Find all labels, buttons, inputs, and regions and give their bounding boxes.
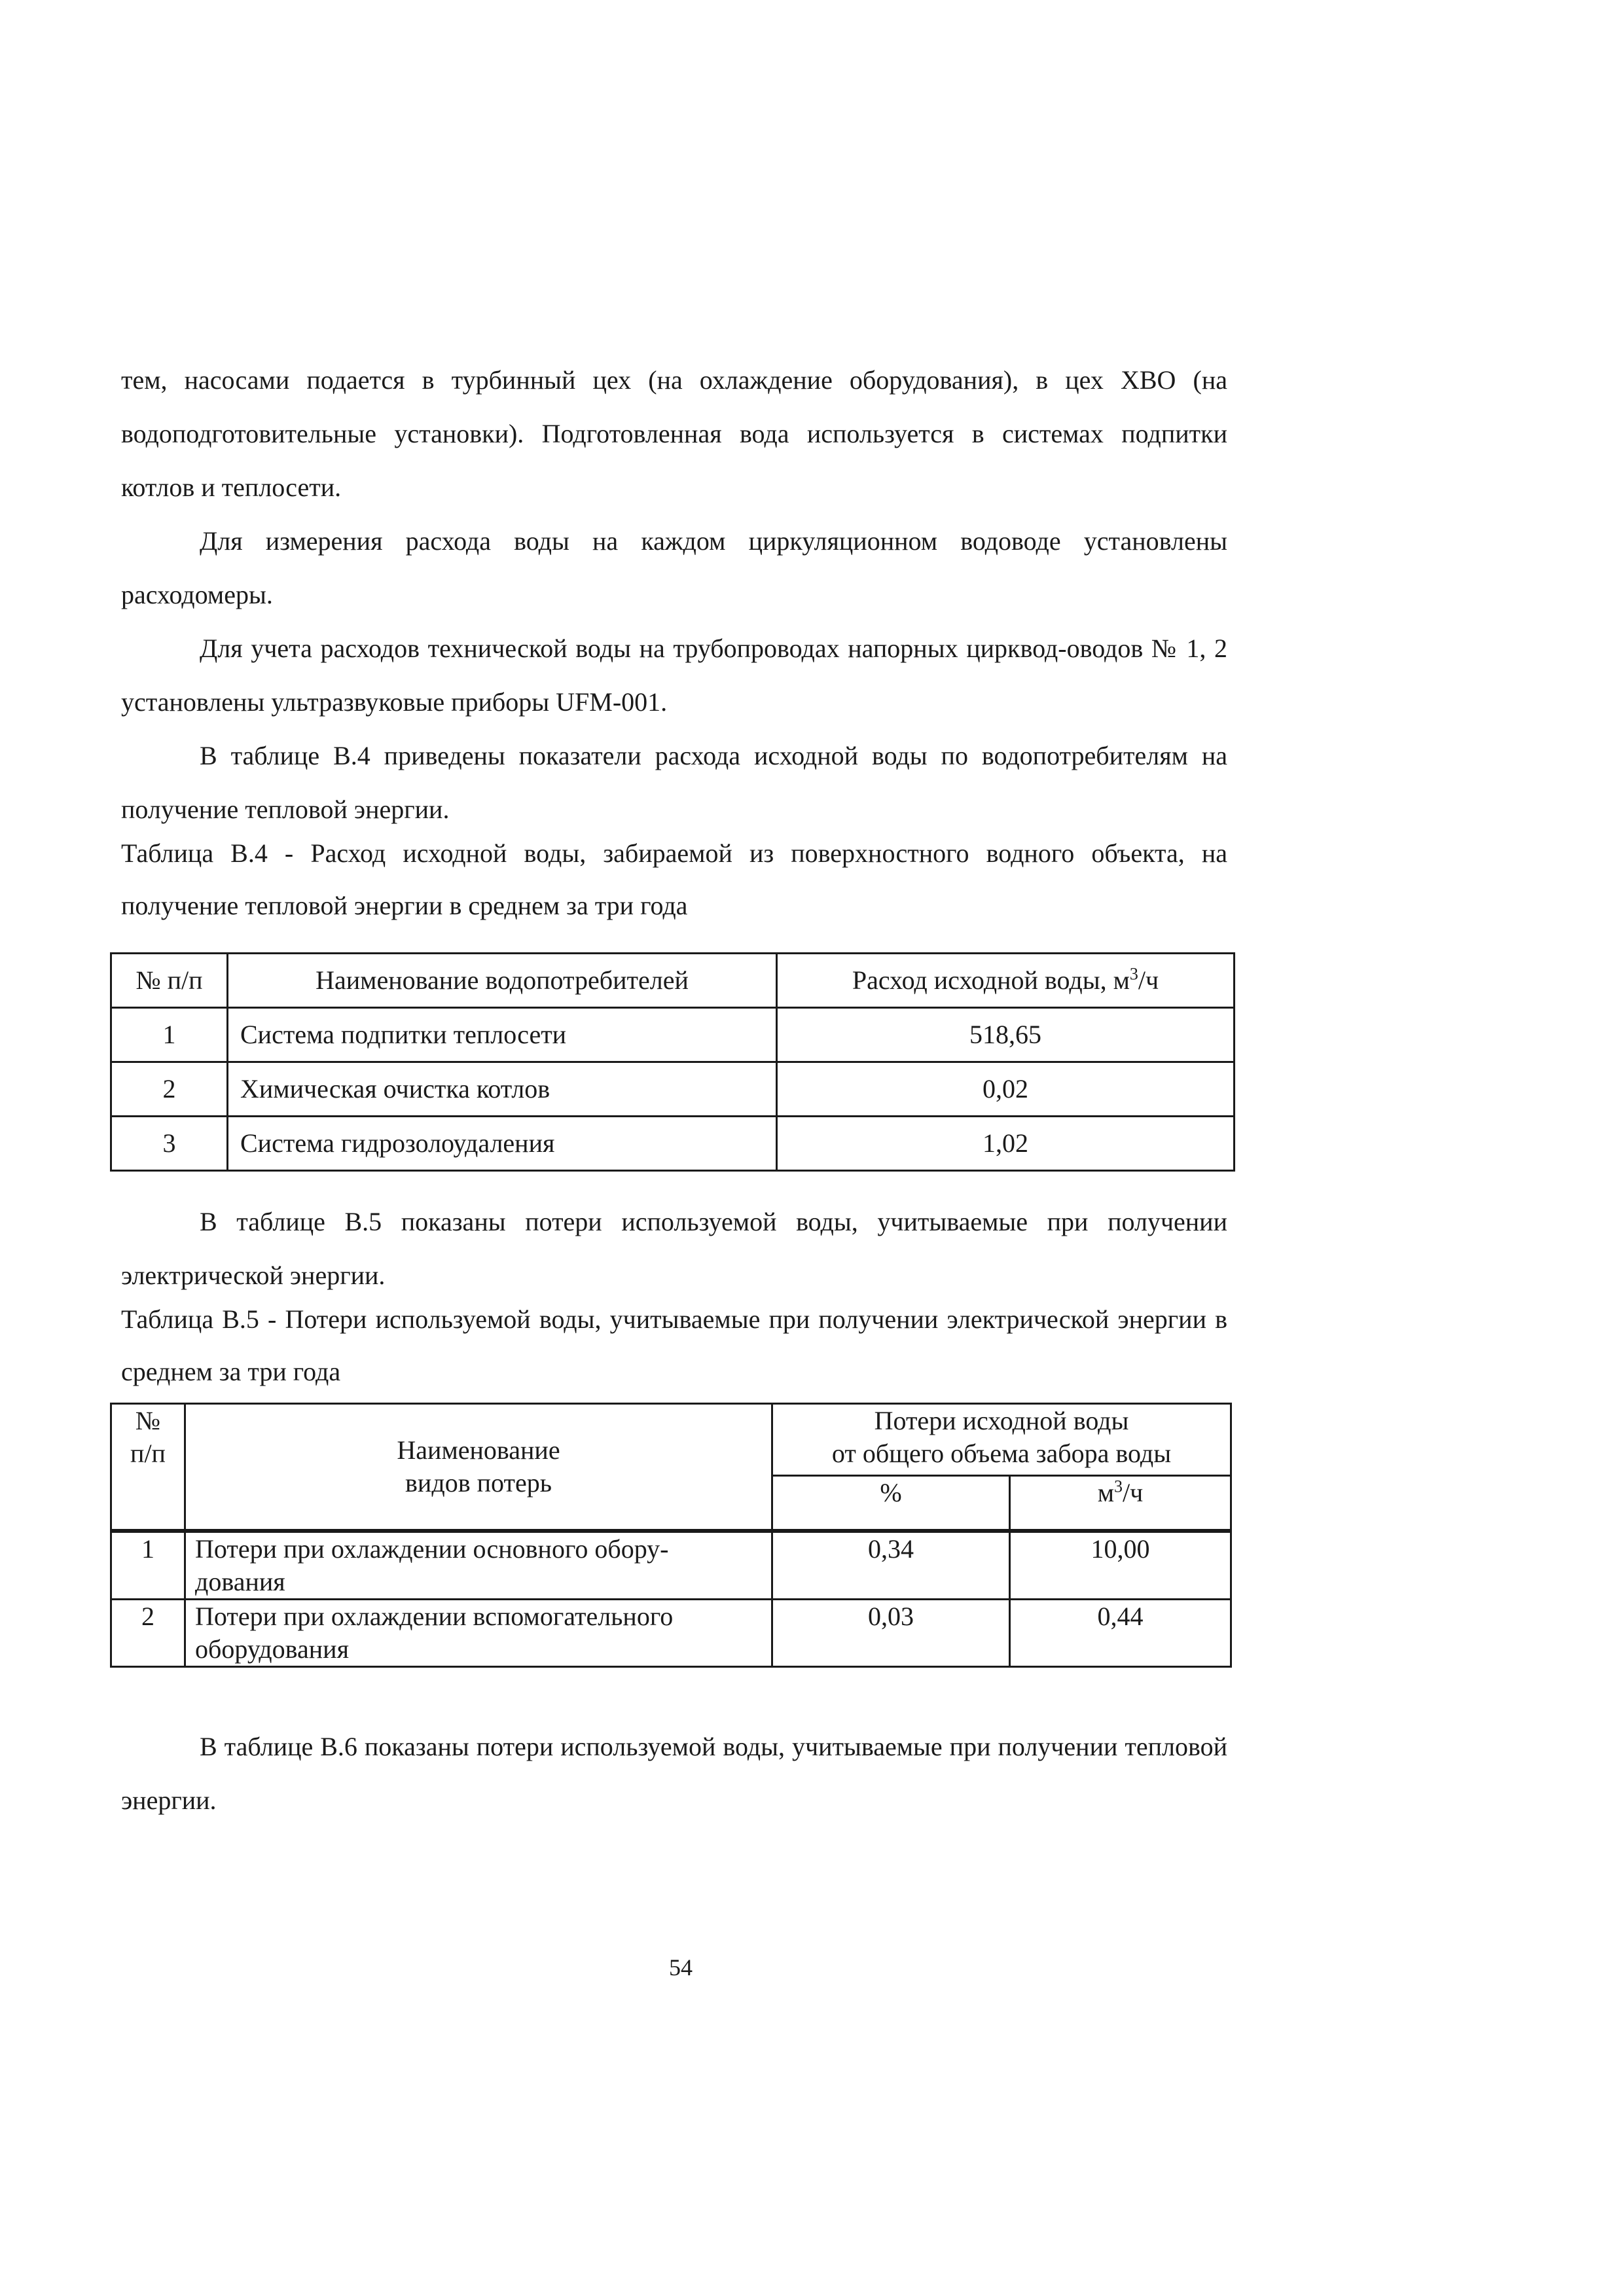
header-percent: % (772, 1475, 1010, 1531)
header-num-line1: № (135, 1406, 161, 1435)
header-flow-unit-sup: 3 (1114, 1477, 1123, 1496)
header-loss-name-line2: видов потерь (405, 1468, 552, 1498)
row-value: 0,02 (777, 1062, 1235, 1117)
paragraph-flowmeters: Для измерения расхода воды на каждом циркуляционном водоводе установлены расходомеры. (121, 526, 1227, 609)
header-num: № п/п (111, 954, 228, 1008)
header-water-loss (772, 1404, 1231, 1476)
header-flow-unit (1010, 1475, 1231, 1531)
header-water-loss-line2: от общего объема забора воды (831, 1439, 1172, 1468)
row-num: 1 (111, 1531, 185, 1600)
header-water-flow-tail: /ч (1138, 965, 1159, 995)
table-row (111, 1008, 1235, 1062)
table-b4 (110, 952, 1235, 1172)
table-row (111, 1117, 1235, 1171)
row-name: Система гидрозолоудаления (228, 1117, 777, 1171)
row-value: 1,02 (777, 1117, 1235, 1171)
header-water-flow (777, 954, 1235, 1008)
table-header-row (111, 954, 1235, 1008)
table-row (111, 1600, 1231, 1667)
paragraph-table-b5-intro: В таблице В.5 показаны потери используемой воды, учитываемые при получении электрической энергии. (121, 1207, 1227, 1290)
header-loss-name-line1: Наименование (397, 1435, 560, 1465)
table-header-row (111, 1404, 1231, 1476)
row-num: 2 (111, 1062, 228, 1117)
table-b5 (110, 1403, 1232, 1668)
row-flow: 0,44 (1010, 1600, 1231, 1667)
row-name: Химическая очистка котлов (228, 1062, 777, 1117)
row-num: 1 (111, 1008, 228, 1062)
table-b5-caption: Таблица В.5 - Потери используемой воды, учитываемые при получении электрической энергии в среднем за три года (121, 1304, 1227, 1386)
row-percent: 0,34 (772, 1531, 1010, 1600)
paragraph-intro: тем, насосами подается в турбинный цех (на охлаждение оборудования), в цех ХВО (на водоподготовительные установки). Подготовленная вода используется в системах подпитки котлов и теплосети. (121, 365, 1227, 502)
paragraph-table-b4-intro: В таблице В.4 приведены показатели расхода исходной воды по водопотребителям на получение тепловой энергии. (121, 741, 1227, 824)
row-num: 3 (111, 1117, 228, 1171)
table-row (111, 1531, 1231, 1600)
row-name-line1: Потери при охлаждении вспомогательного (195, 1602, 674, 1631)
header-consumer-name: Наименование водопотребителей (228, 954, 777, 1008)
row-name-line2: оборудования (195, 1634, 349, 1664)
header-flow-unit-tail: /ч (1123, 1477, 1144, 1507)
table-row (111, 1062, 1235, 1117)
row-name-line1: Потери при охлаждении основного обору- (195, 1534, 669, 1564)
paragraph-ultrasonic: Для учета расходов технической воды на трубопроводах напорных цирквод-оводов № 1, 2 установлены ультразвуковые приборы UFM-001. (121, 634, 1227, 717)
header-water-loss-line1: Потери исходной воды (874, 1406, 1129, 1435)
table-b4-caption: Таблица В.4 - Расход исходной воды, забираемой из поверхностного водного объекта, на получение тепловой энергии в среднем за три года (121, 838, 1227, 920)
row-num: 2 (111, 1600, 185, 1667)
row-flow: 10,00 (1010, 1531, 1231, 1600)
page-number: 54 (669, 1954, 693, 1981)
header-water-flow-text: Расход исходной воды, м (852, 965, 1130, 995)
header-loss-name (185, 1404, 772, 1532)
paragraph-table-b6-intro: В таблице В.6 показаны потери используемой воды, учитываемые при получении тепловой энергии. (121, 1732, 1227, 1815)
row-name (185, 1531, 772, 1600)
header-num-line2: п/п (130, 1439, 166, 1468)
row-percent: 0,03 (772, 1600, 1010, 1667)
row-value: 518,65 (777, 1008, 1235, 1062)
row-name (185, 1600, 772, 1667)
row-name-line2: дования (195, 1567, 285, 1596)
header-num (111, 1404, 185, 1532)
header-water-flow-sup: 3 (1129, 964, 1138, 984)
header-flow-unit-text: м (1097, 1477, 1115, 1507)
row-name: Система подпитки теплосети (228, 1008, 777, 1062)
